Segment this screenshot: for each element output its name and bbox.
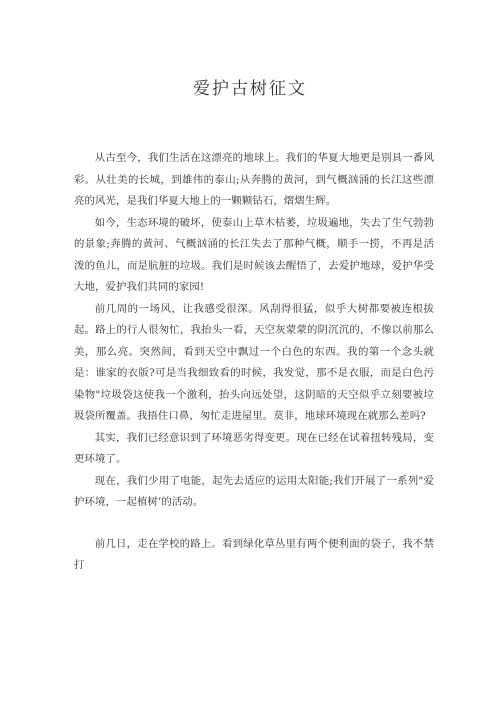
essay-body bbox=[74, 148, 434, 577]
paragraph-3: 前几周的一场风，让我感受很深。风刮得很猛，似乎大树都要被连根拔起。路上的行人很匆忙，我抬头一看，天空灰蒙蒙的阴沉沉的，不像以前那么美，那么亮。突然间，看到天空中飘过一个白色的东西。我的第一个念头就是：谁家的衣版?可是当我细致看的时候，我发觉，那不是衣服，而是白色污染物"垃圾袋这使我一个激利，抬头向远处望，这阴暗的天空似乎立刻要被垃圾袋所覆盖。我捂住口鼻，匆忙走进屋里。莫非，地球环境现在就那么差吗? bbox=[74, 302, 434, 422]
paragraph-2: 如今，生态环境的破坏，使泰山上草木枯萎，垃圾遍地，失去了生气勃勃的景象;奔腾的黄河、气概汹涌的长江失去了那种气概，顺手一捞，不再是活泼的鱼儿，而是肮脏的垃圾。我们是时候该去醒悟了，去爱护地球，爱护华受大地，爱护我们共同的家园! bbox=[74, 216, 434, 293]
paragraph-5: 现在，我们少用了电能，起先去适应的运用太阳能;我们开展了一系列"爱护环境，一起植树’的活动。 bbox=[74, 474, 434, 508]
page-title: 爱护古树征文 bbox=[193, 79, 307, 99]
paragraph-4: 其实，我们已经意识到了环境恶劣得变更。现在已经在试着扭转残局，变更环境了。 bbox=[74, 431, 434, 465]
paragraph-1: 从古至今，我们生活在这漂亮的地球上。我们的华夏大地更是别具一番风彩。从壮美的长城，到雄伟的泰山;从奔腾的黄河，到气概汹涌的长江这些漂亮的风光，是我们华夏大地上的一颗颗钻石，熠熠生辉。 bbox=[74, 152, 434, 207]
paragraph-6: 前几日，走在学校的路上。看到绿化草丛里有两个便利面的袋子，我不禁打 bbox=[74, 537, 434, 571]
